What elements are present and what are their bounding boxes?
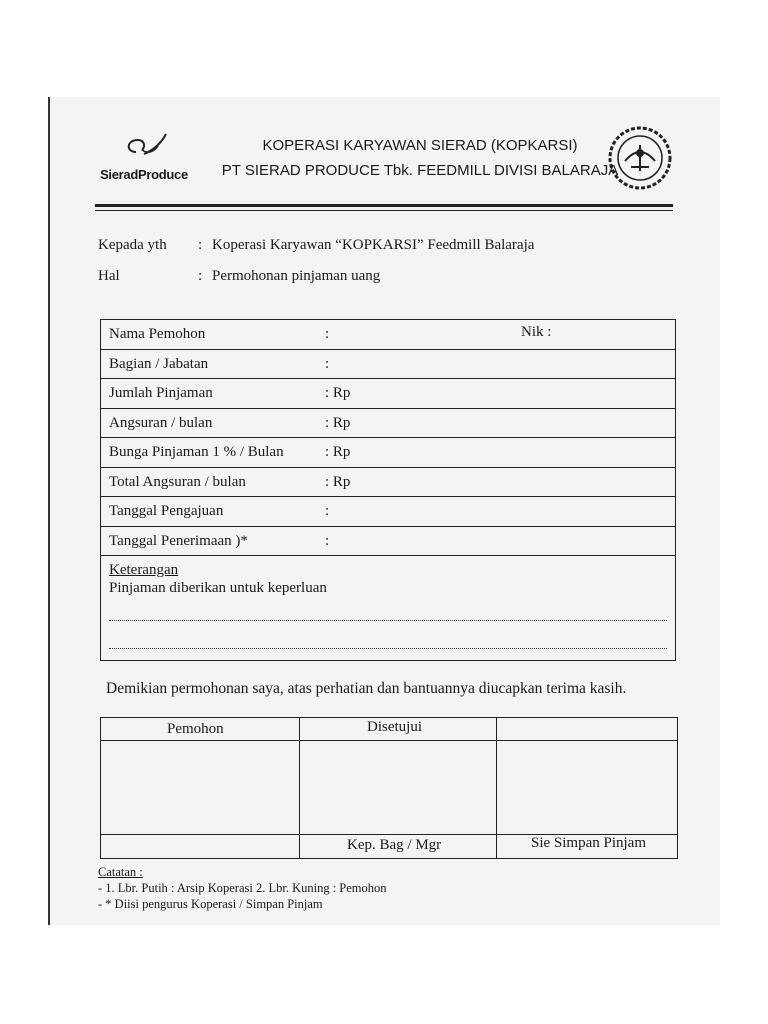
- form-row-sep: : Rp: [325, 414, 351, 431]
- keterangan-text: Pinjaman diberikan untuk keperluan: [109, 580, 327, 596]
- form-paper: [48, 97, 720, 925]
- header-rule-thick: [95, 204, 673, 207]
- title-line2: PT SIERAD PRODUCE Tbk. FEEDMILL DIVISI BALARAJA: [221, 162, 619, 179]
- subject-colon: :: [198, 268, 203, 284]
- form-row-sep: :: [325, 532, 330, 549]
- recipient-label: Kepada yth: [98, 237, 167, 253]
- signature-table: [100, 717, 678, 859]
- form-row-sep: :: [325, 326, 330, 342]
- notes-line1: - 1. Lbr. Putih : Arsip Koperasi 2. Lbr. Kuning : Pemohon: [98, 881, 387, 895]
- form-row-penerimaan[interactable]: [101, 527, 675, 557]
- sierad-logo: [94, 132, 194, 182]
- sierad-swirl-icon: [114, 132, 174, 160]
- sig-kepbag-label: Kep. Bag / Mgr: [347, 837, 442, 853]
- form-row-sep: :: [325, 503, 330, 519]
- letterhead-title: [200, 137, 640, 179]
- form-row-sep: : Rp: [325, 473, 351, 490]
- sig-pemohon-label: Pemohon: [167, 721, 224, 737]
- form-row-sep: : Rp: [325, 385, 351, 401]
- subject-label: Hal: [98, 268, 120, 284]
- form-row-label: Bunga Pinjaman 1 % / Bulan: [109, 444, 284, 460]
- sig-disetujui-label: Disetujui: [367, 719, 422, 735]
- form-row-sep: :: [325, 355, 330, 372]
- recipient-line: [98, 237, 534, 254]
- form-row-angsuran[interactable]: [101, 409, 675, 439]
- sig-divider: [496, 718, 497, 858]
- notes-title: Catatan :: [98, 865, 143, 879]
- cooperative-emblem-icon: [605, 123, 675, 193]
- recipient-colon: :: [198, 237, 203, 253]
- keterangan-section[interactable]: [101, 556, 675, 661]
- notes-section: [98, 865, 387, 913]
- form-row-label: Angsuran / bulan: [109, 414, 213, 431]
- form-row-label: Tanggal Pengajuan: [109, 503, 224, 519]
- sig-sie-label: Sie Simpan Pinjam: [531, 835, 647, 851]
- form-row-label: Nama Pemohon: [109, 326, 206, 342]
- loan-form-table: [100, 319, 676, 661]
- keterangan-title: Keterangan: [109, 562, 179, 578]
- form-row-label: Jumlah Pinjaman: [109, 385, 213, 401]
- closing-statement: Demikian permohonan saya, atas perhatian dan bantuannya diucapkan terima kasih.: [106, 680, 627, 697]
- sig-header-rule: [101, 740, 677, 741]
- form-row-label: Tanggal Penerimaan )*: [109, 532, 248, 549]
- recipient-value: Koperasi Karyawan “KOPKARSI” Feedmill Balaraja: [212, 237, 535, 253]
- form-row-bagian[interactable]: [101, 350, 675, 380]
- form-row-total[interactable]: [101, 468, 675, 498]
- form-row-pengajuan[interactable]: [101, 497, 675, 527]
- form-row-nama[interactable]: [101, 320, 675, 350]
- title-line1: KOPERASI KARYAWAN SIERAD (KOPKARSI): [262, 137, 578, 154]
- subject-value: Permohonan pinjaman uang: [212, 268, 381, 284]
- logo-text: SieradProduce: [100, 167, 188, 182]
- notes-line2: - * Diisi pengurus Koperasi / Simpan Pinjam: [98, 897, 323, 911]
- form-row-label: Total Angsuran / bulan: [109, 473, 246, 490]
- form-row-jumlah[interactable]: [101, 379, 675, 409]
- nik-label: Nik :: [521, 324, 552, 340]
- form-row-bunga[interactable]: [101, 438, 675, 468]
- form-row-sep: : Rp: [325, 444, 351, 460]
- subject-line: [98, 268, 380, 285]
- header-rule-thin: [95, 210, 673, 211]
- sig-divider: [299, 718, 300, 858]
- dotted-line: [109, 620, 667, 621]
- form-row-label: Bagian / Jabatan: [109, 355, 209, 372]
- dotted-line: [109, 648, 667, 649]
